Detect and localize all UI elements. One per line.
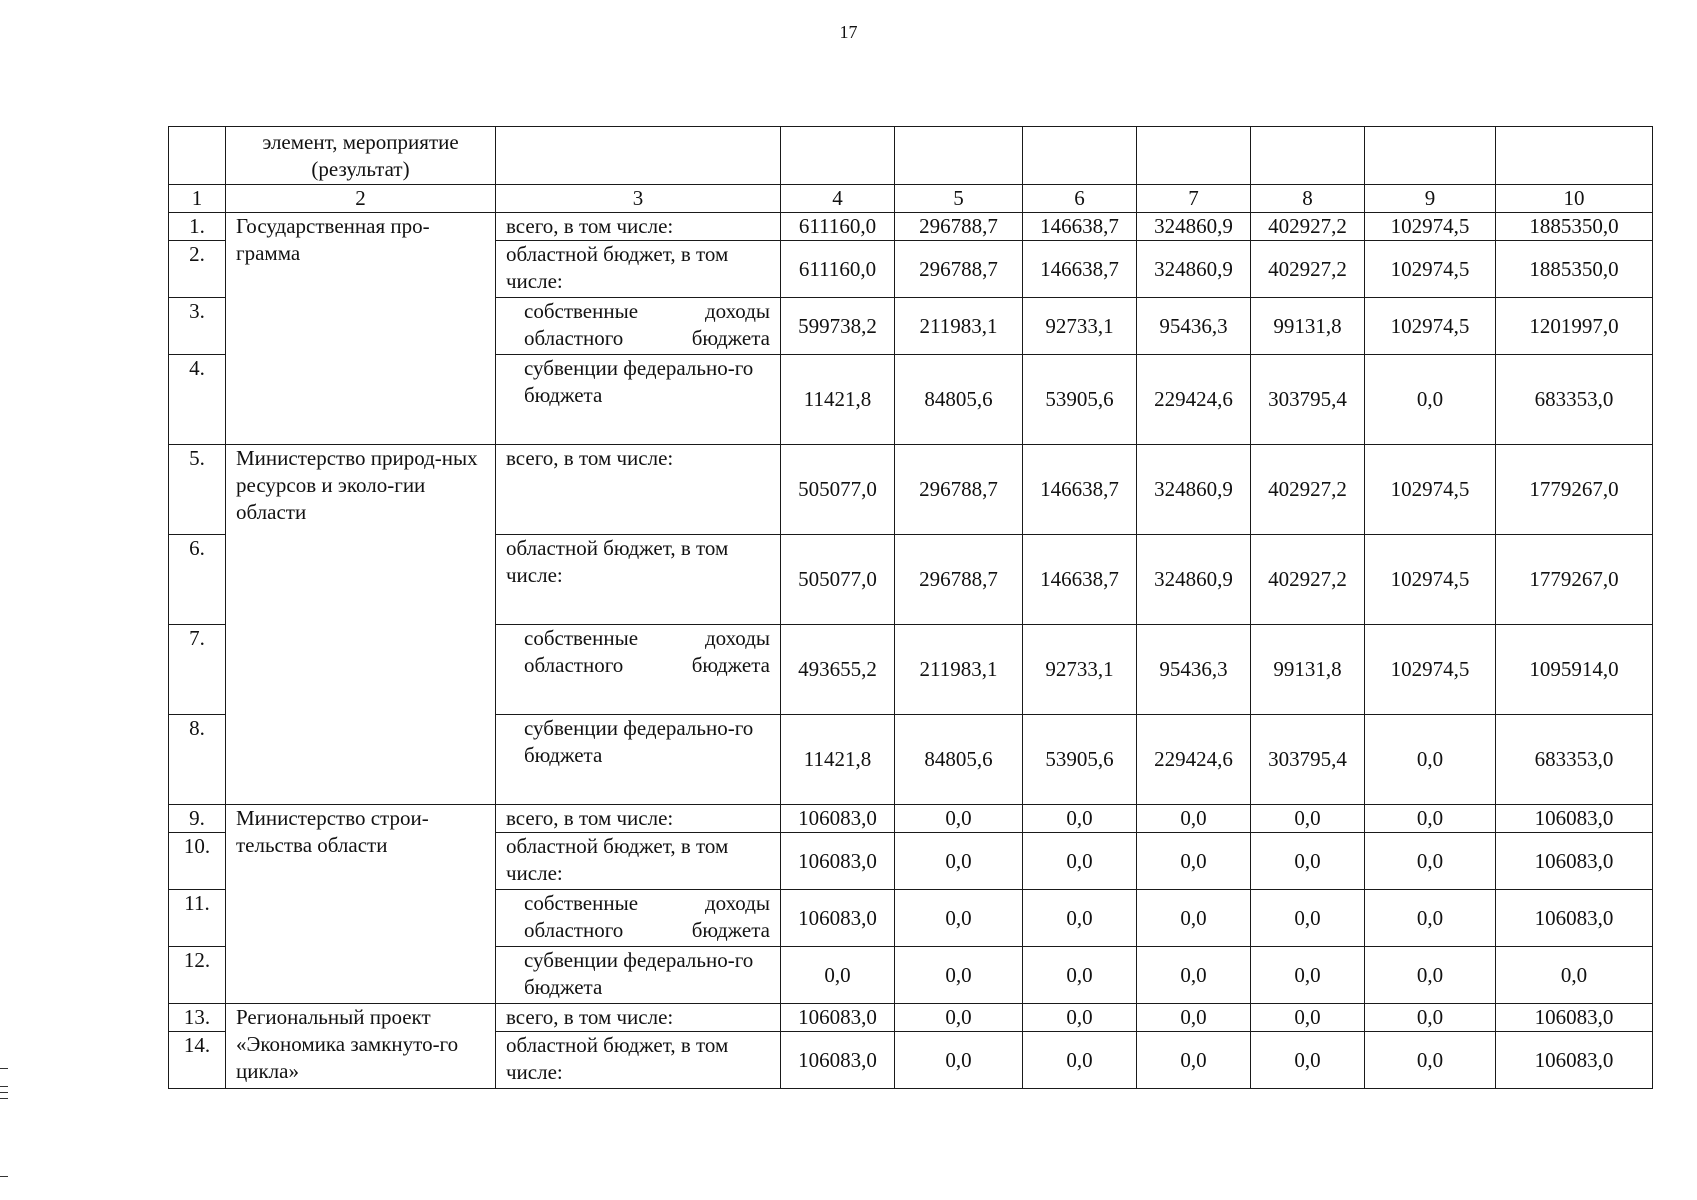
amount-cell: 0,0 bbox=[1251, 833, 1365, 890]
responsible-executor: Министерство строи-тельства области bbox=[226, 805, 496, 1004]
row-number: 6. bbox=[169, 535, 226, 625]
amount-cell: 0,0 bbox=[1137, 1004, 1251, 1032]
header-cell-7 bbox=[1137, 127, 1251, 185]
row-number: 9. bbox=[169, 805, 226, 833]
amount-cell: 146638,7 bbox=[1023, 213, 1137, 241]
amount-cell: 0,0 bbox=[1496, 947, 1653, 1004]
amount-cell: 146638,7 bbox=[1023, 241, 1137, 298]
column-number: 3 bbox=[496, 185, 781, 213]
amount-cell: 0,0 bbox=[1137, 833, 1251, 890]
row-number: 4. bbox=[169, 355, 226, 445]
amount-cell: 0,0 bbox=[1365, 890, 1496, 947]
amount-cell: 106083,0 bbox=[1496, 1032, 1653, 1089]
amount-cell: 0,0 bbox=[1365, 355, 1496, 445]
amount-cell: 402927,2 bbox=[1251, 445, 1365, 535]
row-number: 13. bbox=[169, 1004, 226, 1032]
header-cell-10 bbox=[1496, 127, 1653, 185]
header-cell-6 bbox=[1023, 127, 1137, 185]
amount-cell: 0,0 bbox=[1137, 947, 1251, 1004]
margin-mark bbox=[0, 1092, 8, 1093]
amount-cell: 102974,5 bbox=[1365, 625, 1496, 715]
responsible-executor: Региональный проект «Экономика замкнуто-го цикла» bbox=[226, 1004, 496, 1089]
page-number: 17 bbox=[839, 22, 858, 42]
amount-cell: 0,0 bbox=[895, 1004, 1023, 1032]
amount-cell: 296788,7 bbox=[895, 445, 1023, 535]
amount-cell: 1885350,0 bbox=[1496, 213, 1653, 241]
amount-cell: 599738,2 bbox=[781, 298, 895, 355]
amount-cell: 99131,8 bbox=[1251, 625, 1365, 715]
amount-cell: 683353,0 bbox=[1496, 355, 1653, 445]
amount-cell: 106083,0 bbox=[781, 805, 895, 833]
amount-cell: 1095914,0 bbox=[1496, 625, 1653, 715]
amount-cell: 0,0 bbox=[1365, 833, 1496, 890]
header-cell-3 bbox=[496, 127, 781, 185]
amount-cell: 146638,7 bbox=[1023, 445, 1137, 535]
column-number: 7 bbox=[1137, 185, 1251, 213]
amount-cell: 402927,2 bbox=[1251, 535, 1365, 625]
row-number: 8. bbox=[169, 715, 226, 805]
amount-cell: 1779267,0 bbox=[1496, 535, 1653, 625]
margin-mark bbox=[0, 1176, 8, 1177]
column-number: 9 bbox=[1365, 185, 1496, 213]
amount-cell: 505077,0 bbox=[781, 535, 895, 625]
amount-cell: 92733,1 bbox=[1023, 298, 1137, 355]
header-col2-text: элемент, мероприятие (результат) bbox=[262, 129, 459, 181]
funding-source: областной бюджет, в том числе: bbox=[496, 833, 781, 890]
amount-cell: 1885350,0 bbox=[1496, 241, 1653, 298]
amount-cell: 0,0 bbox=[1023, 1004, 1137, 1032]
amount-cell: 0,0 bbox=[1251, 805, 1365, 833]
amount-cell: 0,0 bbox=[1023, 947, 1137, 1004]
table-row bbox=[169, 445, 1653, 535]
amount-cell: 505077,0 bbox=[781, 445, 895, 535]
funding-source: субвенции федерально-го бюджета bbox=[496, 355, 781, 445]
funding-source: областной бюджет, в том числе: bbox=[496, 535, 781, 625]
amount-cell: 106083,0 bbox=[781, 833, 895, 890]
amount-cell: 0,0 bbox=[895, 805, 1023, 833]
column-number: 10 bbox=[1496, 185, 1653, 213]
amount-cell: 402927,2 bbox=[1251, 241, 1365, 298]
amount-cell: 95436,3 bbox=[1137, 298, 1251, 355]
amount-cell: 0,0 bbox=[1023, 890, 1137, 947]
amount-cell: 0,0 bbox=[895, 1032, 1023, 1089]
amount-cell: 0,0 bbox=[1251, 947, 1365, 1004]
amount-cell: 0,0 bbox=[1251, 1032, 1365, 1089]
amount-cell: 0,0 bbox=[1365, 805, 1496, 833]
amount-cell: 0,0 bbox=[895, 890, 1023, 947]
row-number: 3. bbox=[169, 298, 226, 355]
amount-cell: 106083,0 bbox=[781, 1032, 895, 1089]
amount-cell: 211983,1 bbox=[895, 298, 1023, 355]
row-number: 1. bbox=[169, 213, 226, 241]
amount-cell: 0,0 bbox=[1251, 1004, 1365, 1032]
row-number: 2. bbox=[169, 241, 226, 298]
row-number: 12. bbox=[169, 947, 226, 1004]
header-cell-9 bbox=[1365, 127, 1496, 185]
amount-cell: 0,0 bbox=[1023, 833, 1137, 890]
row-number: 5. bbox=[169, 445, 226, 535]
amount-cell: 146638,7 bbox=[1023, 535, 1137, 625]
amount-cell: 402927,2 bbox=[1251, 213, 1365, 241]
row-number: 14. bbox=[169, 1032, 226, 1089]
funding-source: всего, в том числе: bbox=[496, 805, 781, 833]
amount-cell: 106083,0 bbox=[1496, 805, 1653, 833]
amount-cell: 106083,0 bbox=[781, 1004, 895, 1032]
amount-cell: 211983,1 bbox=[895, 625, 1023, 715]
table-row bbox=[169, 213, 1653, 241]
amount-cell: 0,0 bbox=[1365, 1032, 1496, 1089]
amount-cell: 0,0 bbox=[1251, 890, 1365, 947]
column-number: 4 bbox=[781, 185, 895, 213]
amount-cell: 84805,6 bbox=[895, 355, 1023, 445]
amount-cell: 229424,6 bbox=[1137, 355, 1251, 445]
amount-cell: 683353,0 bbox=[1496, 715, 1653, 805]
margin-mark bbox=[0, 1086, 8, 1087]
responsible-executor: Государственная про-грамма bbox=[226, 213, 496, 445]
amount-cell: 229424,6 bbox=[1137, 715, 1251, 805]
amount-cell: 0,0 bbox=[895, 947, 1023, 1004]
funding-source: собственные доходы областного бюджета bbox=[496, 625, 781, 715]
amount-cell: 0,0 bbox=[1365, 1004, 1496, 1032]
amount-cell: 106083,0 bbox=[1496, 890, 1653, 947]
row-number: 10. bbox=[169, 833, 226, 890]
amount-cell: 0,0 bbox=[1023, 1032, 1137, 1089]
amount-cell: 1201997,0 bbox=[1496, 298, 1653, 355]
amount-cell: 53905,6 bbox=[1023, 355, 1137, 445]
amount-cell: 611160,0 bbox=[781, 213, 895, 241]
amount-cell: 0,0 bbox=[1365, 715, 1496, 805]
column-number: 8 bbox=[1251, 185, 1365, 213]
amount-cell: 324860,9 bbox=[1137, 445, 1251, 535]
amount-cell: 0,0 bbox=[895, 833, 1023, 890]
column-number-row bbox=[169, 185, 1653, 213]
amount-cell: 324860,9 bbox=[1137, 535, 1251, 625]
amount-cell: 0,0 bbox=[1023, 805, 1137, 833]
column-number: 1 bbox=[169, 185, 226, 213]
amount-cell: 1779267,0 bbox=[1496, 445, 1653, 535]
header-cell-2 bbox=[226, 127, 496, 185]
margin-mark bbox=[0, 1068, 8, 1069]
amount-cell: 296788,7 bbox=[895, 535, 1023, 625]
header-cell-5 bbox=[895, 127, 1023, 185]
funding-source: субвенции федерально-го бюджета bbox=[496, 715, 781, 805]
column-number: 5 bbox=[895, 185, 1023, 213]
amount-cell: 102974,5 bbox=[1365, 298, 1496, 355]
header-label-row bbox=[169, 127, 1653, 185]
amount-cell: 0,0 bbox=[1137, 1032, 1251, 1089]
amount-cell: 102974,5 bbox=[1365, 445, 1496, 535]
amount-cell: 102974,5 bbox=[1365, 535, 1496, 625]
amount-cell: 0,0 bbox=[1137, 890, 1251, 947]
amount-cell: 95436,3 bbox=[1137, 625, 1251, 715]
funding-source: собственные доходы областного бюджета bbox=[496, 298, 781, 355]
responsible-executor: Министерство природ-ных ресурсов и эколо-гии области bbox=[226, 445, 496, 805]
table-row bbox=[169, 805, 1653, 833]
funding-source: субвенции федерально-го бюджета bbox=[496, 947, 781, 1004]
column-number: 2 bbox=[226, 185, 496, 213]
amount-cell: 0,0 bbox=[1365, 947, 1496, 1004]
header-cell-4 bbox=[781, 127, 895, 185]
amount-cell: 296788,7 bbox=[895, 213, 1023, 241]
amount-cell: 102974,5 bbox=[1365, 241, 1496, 298]
row-number: 11. bbox=[169, 890, 226, 947]
funding-source: собственные доходы областного бюджета bbox=[496, 890, 781, 947]
row-number: 7. bbox=[169, 625, 226, 715]
amount-cell: 303795,4 bbox=[1251, 355, 1365, 445]
amount-cell: 0,0 bbox=[1137, 805, 1251, 833]
amount-cell: 493655,2 bbox=[781, 625, 895, 715]
amount-cell: 84805,6 bbox=[895, 715, 1023, 805]
amount-cell: 102974,5 bbox=[1365, 213, 1496, 241]
margin-mark bbox=[0, 1098, 8, 1099]
column-number: 6 bbox=[1023, 185, 1137, 213]
amount-cell: 611160,0 bbox=[781, 241, 895, 298]
funding-source: областной бюджет, в том числе: bbox=[496, 241, 781, 298]
table-row bbox=[169, 1004, 1653, 1032]
amount-cell: 92733,1 bbox=[1023, 625, 1137, 715]
amount-cell: 324860,9 bbox=[1137, 213, 1251, 241]
funding-source: всего, в том числе: bbox=[496, 445, 781, 535]
budget-table bbox=[168, 126, 1653, 1089]
amount-cell: 106083,0 bbox=[1496, 1004, 1653, 1032]
amount-cell: 324860,9 bbox=[1137, 241, 1251, 298]
amount-cell: 99131,8 bbox=[1251, 298, 1365, 355]
amount-cell: 296788,7 bbox=[895, 241, 1023, 298]
header-cell-8 bbox=[1251, 127, 1365, 185]
amount-cell: 0,0 bbox=[781, 947, 895, 1004]
header-cell-1 bbox=[169, 127, 226, 185]
amount-cell: 106083,0 bbox=[781, 890, 895, 947]
funding-source: всего, в том числе: bbox=[496, 213, 781, 241]
funding-source: областной бюджет, в том числе: bbox=[496, 1032, 781, 1089]
funding-source: всего, в том числе: bbox=[496, 1004, 781, 1032]
amount-cell: 11421,8 bbox=[781, 715, 895, 805]
amount-cell: 106083,0 bbox=[1496, 833, 1653, 890]
amount-cell: 303795,4 bbox=[1251, 715, 1365, 805]
amount-cell: 53905,6 bbox=[1023, 715, 1137, 805]
amount-cell: 11421,8 bbox=[781, 355, 895, 445]
